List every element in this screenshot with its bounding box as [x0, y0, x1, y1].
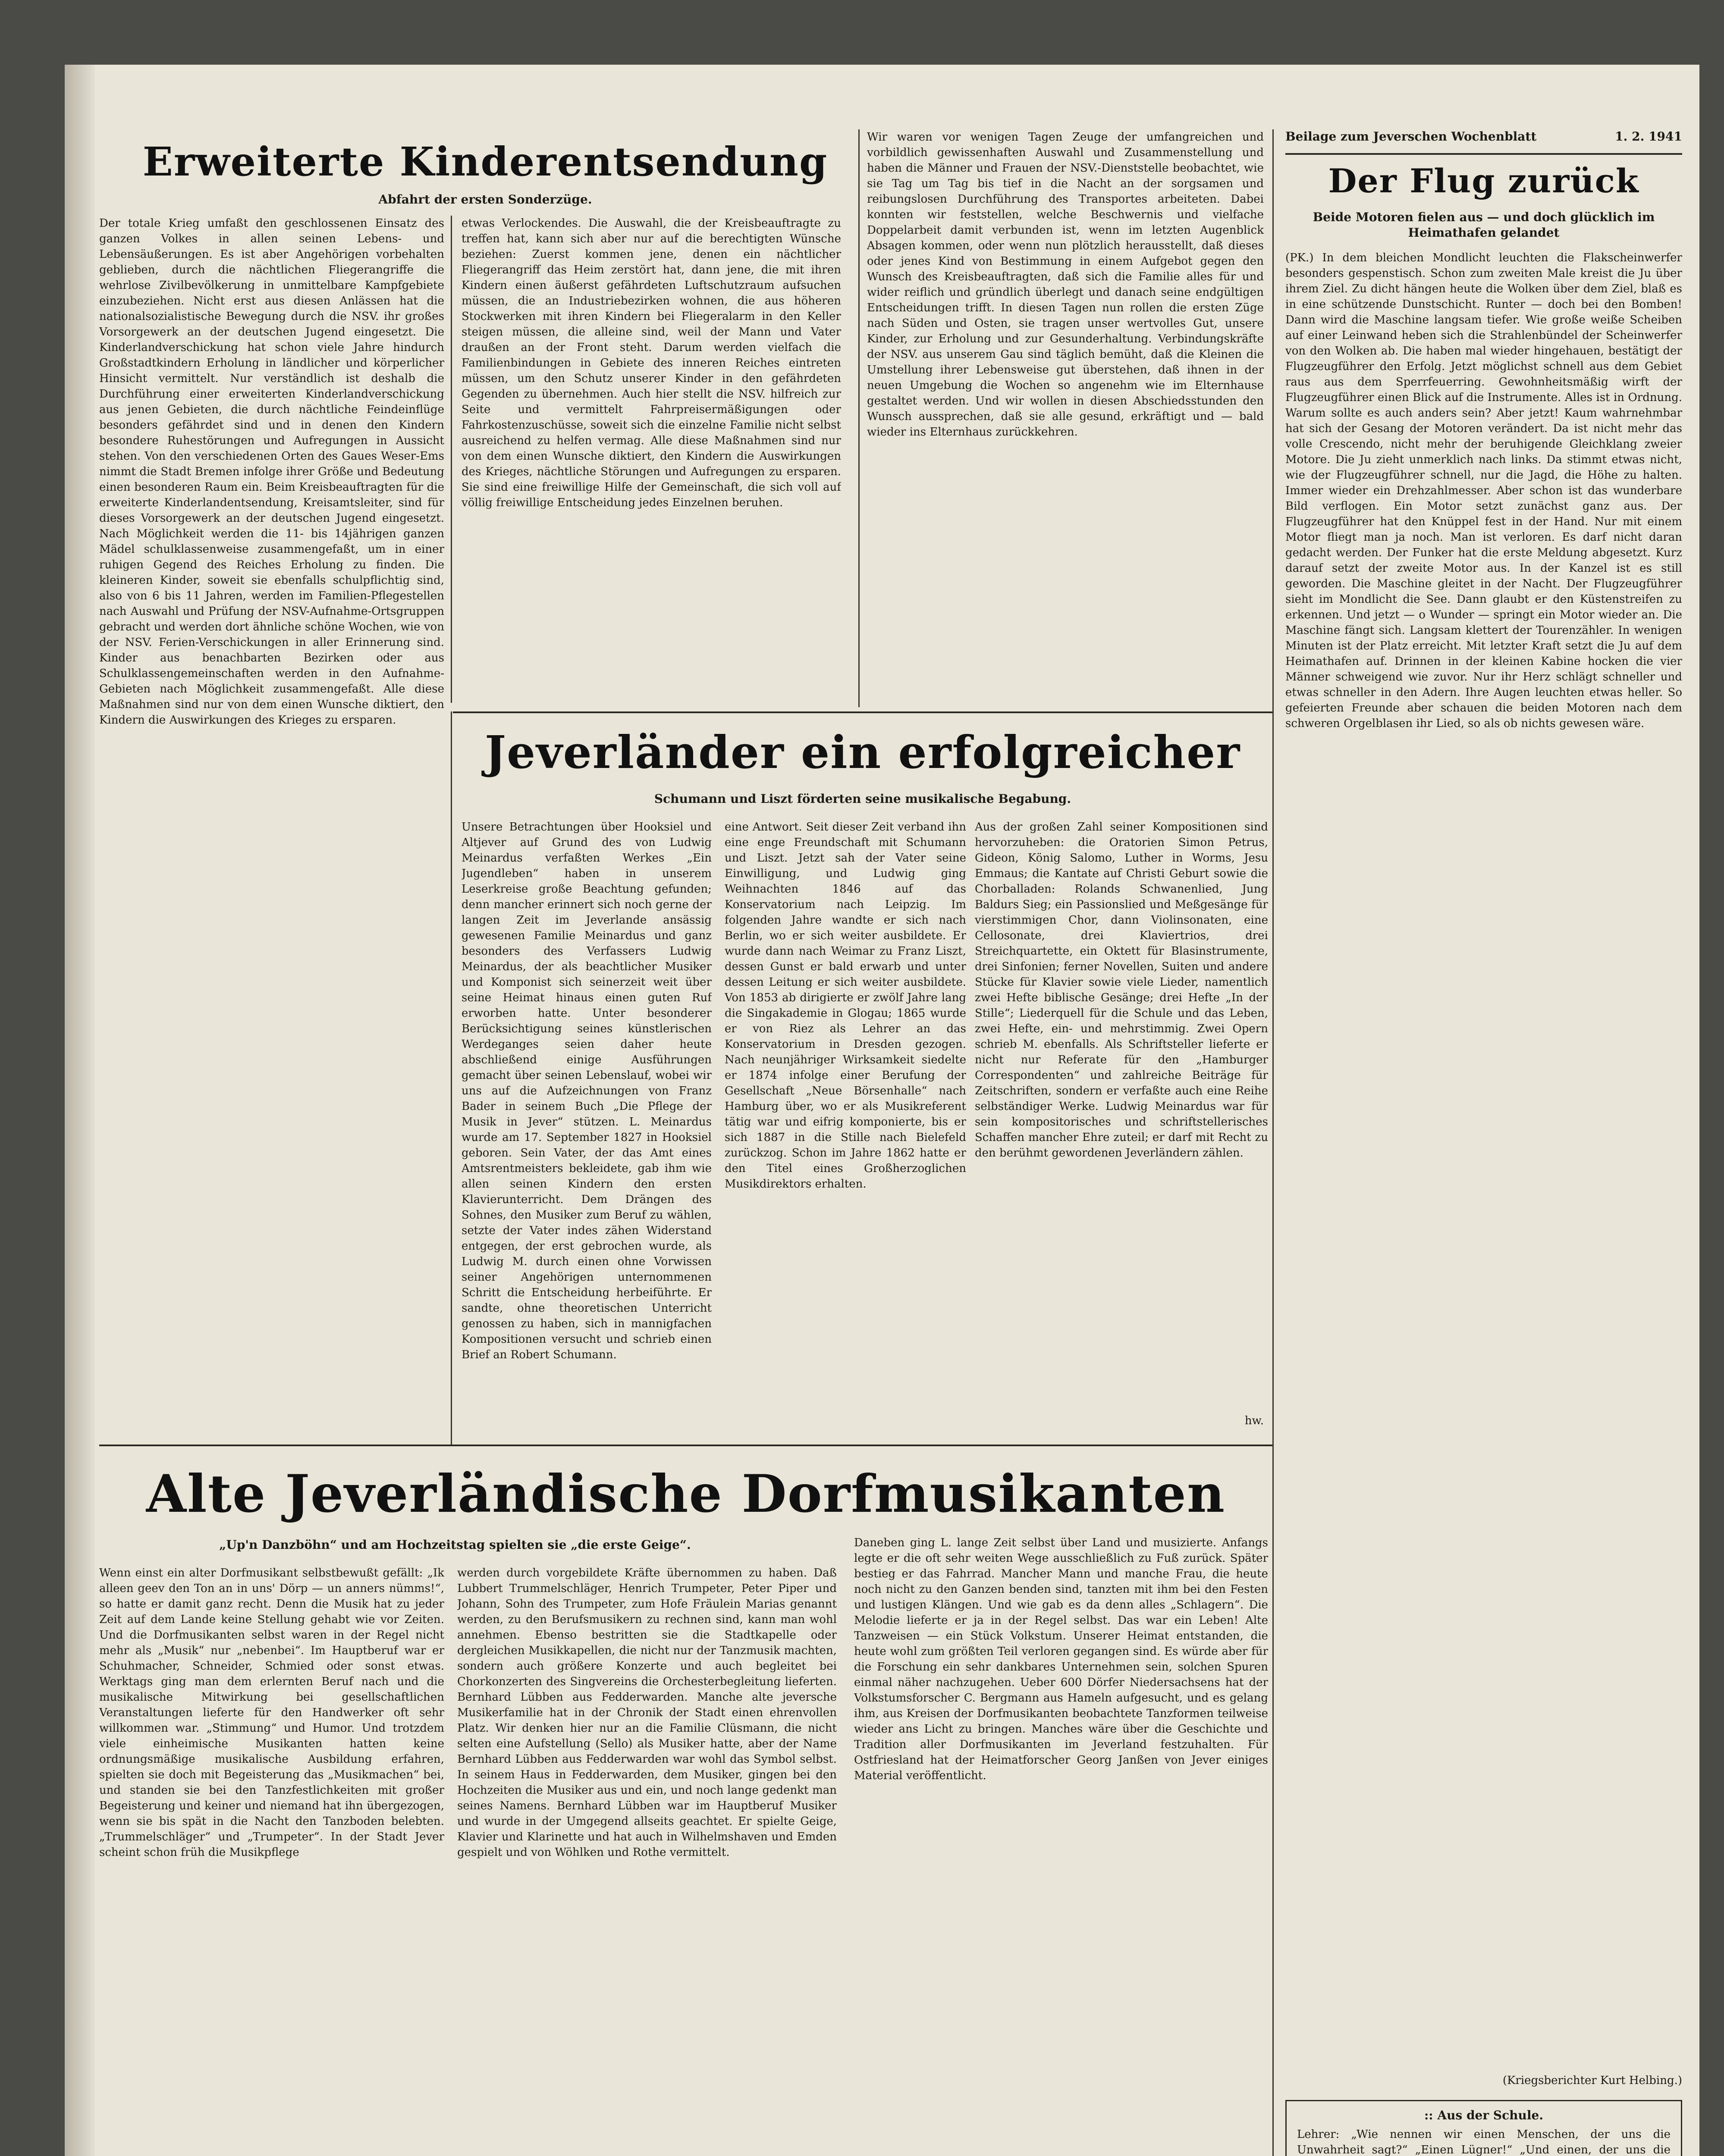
column-rule	[858, 129, 860, 707]
article-text: eine Antwort. Seit dieser Zeit verband ihn eine enge Freundschaft mit Schumann und Liszt. Jetzt sah der Vater seine Einwilligung, und Ludwig ging Weihnachten 1846 auf das Konservatorium nach Leipzig. Im folgenden Jahre wandte er sich nach Berlin, wo er sich weiter ausbildete. Er wurde dann nach Weimar zu Franz Liszt, dessen Gunst er bald erwarb und unter dessen Leitung er sich weiter ausbildete. Von 1853 ab dirigierte er zwölf Jahre lang die Singakademie in Glogau; 1865 wurde er von Riez als Lehrer an das Konservatorium in Dresden gezogen. Nach neunjähriger Wirksamkeit siedelte er 1874 infolge einer Berufung der Gesellschaft „Neue Börsenhalle“ nach Hamburg über, wo er als Musikreferent tätig war und eifrig komponierte, bis er sich 1887 in die Stille nach Bielefeld zurückzog. Schon im Jahre 1862 hatte er den Titel eines Großherzoglichen Musikdirektors erhalten.	[725, 821, 966, 1191]
article-text: Daneben ging L. lange Zeit selbst über Land und musizierte. Anfangs legte er die oft sehr weiten Wege ausschließlich zu Fuß zurück. Später bestieg er das Fahrrad. Mancher Mann und manche Frau, die heute noch nicht zu den Ganzen benden sind, tanzten mit ihm bei den Festen und lustigen Klängen. Und wie gab es da denn alles „Schlagern“. Die Melodie lieferte er ja in der Regel selbst. Das war ein Leben! Alte Tanzweisen — ein Stück Volkstum. Unserer Heimat entstanden, die heute wohl zum größten Teil verloren gegangen sind. Es würde aber für die Forschung ein sehr dankbares Unternehmen sein, solchen Spuren einmal näher nachzugehen. Ueber 600 Dörfer Niedersachsens hat der Volkstumsforscher C. Bergmann aus Hameln aufgesucht, und es gelang ihm, aus Kreisen der Dorfmusikanten beobachtete Tanzformen teilweise wieder ans Licht zu bringen. Manches wäre über die Geschichte und Tradition aller Dorfmusikanten im Jeverland festzuhalten. Für Ostfriesland hat der Heimatforscher Georg Janßen von Jever einiges Material veröffentlicht.	[854, 1536, 1268, 1782]
article-komponist-headline	[453, 720, 1272, 785]
headline: Erweiterte Kinderentsendung	[142, 138, 828, 185]
subheadline: Abfahrt der ersten Sonderzüge.	[378, 192, 592, 207]
article-kinderentsendung-col1	[99, 216, 444, 1229]
article-flug-subtitle-wrap	[1285, 207, 1682, 246]
subheadline: Schumann und Liszt förderten seine musikalische Begabung.	[654, 792, 1071, 806]
article-dorfmusikanten-col2	[457, 1565, 837, 2156]
article-text: (PK.) In dem bleichen Mondlicht leuchten die Flakscheinwerfer besonders gespenstisch. Schon zum zweiten Male kreist die Ju über ihrem Ziel. Zu dicht hängen heute die Wolken über dem Ziel, blaß es in eine schützende Dunstschicht. Runter — doch bei den Bomben! Dann wird die Maschine langsam tiefer. Wie große weiße Scheiben auf einer Leinwand heben sich die Strahlenbündel der Scheinwerfer von den Wolken ab. Die haben mal wieder hingehauen, bestätigt der Flugzeugführer den Erfolg. Jetzt möglichst schnell aus dem Gebiet raus aus dem Sperrfeuerring. Gewohnheitsmäßig wirft der Flugzeugführer einen Blick auf die Instrumente. Alles ist in Ordnung. Warum sollte es auch anders sein? Aber jetzt! Kaum wahrnehmbar hat sich der Gesang der Motoren verändert. Da ist nicht mehr das volle Crescendo, nicht mehr der beruhigende Gleichklang zweier Motore. Die Ju zieht unmerklich nach links. Da stimmt etwas nicht, wie der Flugzeugführer schnell, nur die Jagd, die Höhe zu halten. Immer wieder ein Drehzahlmesser. Aber schon ist das wunderbare Bild verflogen. Ein Motor setzt zunächst ganz aus. Der Flugzeugführer hat den Knüppel fest in der Hand. Nur mit einem Motor fliegt man ja noch. Man ist verloren. Es darf nicht daran gedacht werden. Der Funker hat die erste Meldung abgesetzt. Kurz darauf setzt der zweite Motor aus. In der Kanzel ist es still geworden. Die Maschine gleitet in der Nacht. Der Flugzeugführer sieht im Mondlicht die See. Dann glaubt er den Küstenstreifen zu erkennen. Und jetzt — o Wunder — springt ein Motor wieder an. Die Maschine fängt sich. Langsam klettert der Tourenzähler. In wenigen Minuten ist der Platz erreicht. Mit letzter Kraft setzt die Ju auf dem Heimathafen auf. Drinnen in der kleinen Kabine hocken die vier Männer schweigend wie zuvor. Nur ihr Herz schlägt schneller und etwas schneller in den Adern. Ihre Augen leuchten etwas heller. So gefeierten Freunde aber schauen die beiden Motoren nach dem schweren Orgelblasen ihr Lied, so als ob nichts gewesen wäre.	[1285, 251, 1682, 730]
article-komponist-signature: hw.	[1244, 1414, 1264, 1427]
article-dorfmusikanten-col3	[854, 1535, 1268, 2156]
header-rule	[1285, 153, 1682, 155]
subheadline: Beide Motoren fielen aus — und doch glücklich im Heimathafen gelandet	[1313, 210, 1655, 240]
article-flug-signature: (Kriegsberichter Kurt Helbing.)	[1502, 2074, 1682, 2087]
article-komponist-subtitle-wrap	[453, 789, 1272, 811]
article-flug-headline	[1285, 157, 1682, 205]
article-kinderentsendung-subtitle-wrap	[108, 190, 863, 211]
headline: Der Flug zurück	[1328, 162, 1639, 200]
column-rule	[1272, 129, 1274, 2156]
article-dorfmusikanten-subtitle-wrap	[99, 1535, 811, 1557]
page-binding-shadow	[65, 65, 95, 2156]
subheadline: „Up'n Danzböhn“ und am Hochzeitstag spielten sie „die erste Geige“.	[219, 1538, 691, 1552]
section-rule	[453, 711, 1272, 713]
article-text: Aus der großen Zahl seiner Kompositionen sind hervorzuheben: die Oratorien Simon Petrus, Gideon, König Salomo, Luther in Worms, Jesu Emmaus; die Kantate auf Christi Geburt sowie die Chorballaden: Rolands Schwanenlied, Jung Baldurs Sieg; ein Passionslied und Meßgesänge für vierstimmigen Chor, dann Violinsonaten, eine Cellosonate, drei Klaviertrios, drei Streichquartette, ein Oktett für Blasinstrumente, drei Sinfonien; ferner Novellen, Suiten und andere Stücke für Klavier sowie viele Lieder, namentlich zwei Hefte biblische Gesänge; drei Hefte „In der Stille“; Liederquell für die Schule und das Leben, zwei Hefte, ein- und mehrstimmig. Zwei Opern schrieb M. ebenfalls. Als Schriftsteller lieferte er nicht nur Referate für den „Hamburger Correspondenten“ und zahlreiche Beiträge für Zeitschriften, sondern er verfaßte auch eine Reihe selbständiger Werke. Ludwig Meinardus war für sein kompositorisches und schriftstellerisches Schaffen mancher Ehre zuteil; er darf mit Recht zu den berühmt gewordenen Jeverländern zählen.	[975, 821, 1268, 1159]
article-dorfmusikanten-headline	[99, 1457, 1272, 1531]
article-komponist-col3	[975, 819, 1268, 1410]
article-text: Der totale Krieg umfaßt den geschlossenen Einsatz des ganzen Volkes in allen seinen Lebens- und Lebensäußerungen. Es ist aber Angehörigen vorbehalten geblieben, durch die nächtlichen Fliegerangriffe die wehrlose Zivilbevölkerung in unmittelbare Kampfgebiete einzubeziehen. Nicht erst aus diesen Anlässen hat die nationalsozialistische Bewegung durch die NSV. ihr großes Vorsorgewerk an der deutschen Jugend eingesetzt. Die Kinderlandverschickung hat schon viele Jahre hindurch Großstadtkindern Erholung in ländlicher und körperlicher Hinsicht vermittelt. Nur verständlich ist deshalb die Durchführung einer erweiterten Kinderlandverschickung aus jenen Gebieten, die durch nächtliche Feindeinflüge besonders gefährdet sind und in denen den Kindern besondere Ruhestörungen und Aufregungen in Aussicht stehen. Von den verschiedenen Orten des Gaues Weser-Ems nimmt die Stadt Bremen infolge ihrer Größe und Bedeutung einen besonderen Raum ein. Beim Kreisbeauftragten für die erweiterte Kinderlandentsendung, Kreisamtsleiter, sind für dieses Vorsorgewerk an der deutschen Jugend eingesetzt. Nach Möglichkeit werden die 11- bis 14jährigen ganzen Mädel schulklassenweise zusammengefaßt, um in einer ruhigen Gegend des Reiches Erholung zu finden. Die kleineren Kinder, soweit sie ebenfalls schulpflichtig sind, also von 6 bis 11 Jahren, werden im Familien-Pflegestellen nach Auswahl und Prüfung der NSV-Aufnahme-Ortsgruppen gebracht und werden dort ähnliche schöne Wochen, wie von der NSV. Ferien-Verschickungen in aller Erinnerung sind. Kinder aus benachbarten Bezirken oder aus Schulklassengemeinschaften werden in den Aufnahme-Gebieten nach Möglichkeit zusammengefaßt. Alle diese Maßnahmen sind nur von dem einen Wunsche diktiert, den Kindern die Auswirkungen des Krieges zu ersparen.	[99, 217, 444, 727]
supplement-name: Beilage zum Jeverschen Wochenblatt	[1285, 129, 1537, 144]
headline: Jeverländer ein erfolgreicher	[484, 726, 1241, 779]
article-text: Wenn einst ein alter Dorfmusikant selbstbewußt gefällt: „Ik alleen geev den Ton an in uns' Dörp — un anners nümms!“, so hatte er damit ganz recht. Denn die Musik hat zu jeder Zeit auf dem Lande keine Stellung gehabt wie vor Zeiten. Und die Dorfmusikanten selbst waren in der Regel nicht mehr als „Musik“ nur „nebenbei“. Im Hauptberuf war er Schuhmacher, Schneider, Schmied oder sonst etwas. Werktags ging man dem erlernten Beruf nach und die musikalische Mitwirkung bei gesellschaftlichen Veranstaltungen lieferte für den Handwerker oft sehr willkommen war. „Stimmung“ und Humor. Und trotzdem viele einheimische Musikanten hatten keine ordnungsmäßige musikalische Ausbildung erfahren, spielten sie doch mit Begeisterung das „Musikmachen“ bei, und standen sie bei den Tanzfestlichkeiten mit großer Begeisterung und keiner und niemand hat ihn übergezogen, wenn sie bis spät in die Nacht den Tanzboden belebten. „Trummelschläger“ und „Trumpeter“. In der Stadt Jever scheint schon früh die Musikpflege	[99, 1567, 444, 1859]
article-komponist-col1	[462, 819, 712, 1423]
article-text: Unsere Betrachtungen über Hooksiel und Altjever auf Grund des von Ludwig Meinardus verfaßten Werkes „Ein Jugendleben“ haben in unserem Leserkreise große Beachtung gefunden; denn mancher erinnert sich noch gerne der langen Zeit im Jeverlande ansässig gewesenen Familie Meinardus und ganz besonders des Verfassers Ludwig Meinardus, der als beachtlicher Musiker und Komponist sich seinerzeit weit über seine Heimat hinaus einen guten Ruf erworben hatte. Unter besonderer Berücksichtigung seines künstlerischen Werdeganges seien daher heute abschließend einige Ausführungen gemacht über seinen Lebenslauf, wobei wir uns auf die Aufzeichnungen von Franz Bader in seinem Buch „Die Pflege der Musik in Jever“ stützen. L. Meinardus wurde am 17. September 1827 in Hooksiel geboren. Sein Vater, der das Amt eines Amtsrentmeisters bekleidete, gab ihm wie allen seinen Kindern den ersten Klavierunterricht. Dem Drängen des Sohnes, den Musiker zum Beruf zu wählen, setzte der Vater indes zähen Widerstand entgegen, der erst gebrochen wurde, als Ludwig M. durch einen ohne Vorwissen seiner Angehörigen unternommenen Schritt die Entscheidung herbeiführte. Er sandte, ohne theoretischen Unterricht genossen zu haben, sich in mannigfachen Kompositionen versucht und schrieb einen Brief an Robert Schumann.	[462, 821, 712, 1361]
article-text: etwas Verlockendes. Die Auswahl, die der Kreisbeauftragte zu treffen hat, kann sich aber nur auf die berechtigten Wünsche beziehen: Zuerst kommen jene, denen ein nächtlicher Fliegerangriff das Heim zerstört hat, dann jene, die mit ihren Kindern einen äußerst gefährdeten Luftschutzraum aufsuchen müssen, die an Industriebezirken wohnen, die aus höheren Stockwerken mit ihren Kindern bei Fliegeralarm in den Keller steigen müssen, die alleine sind, weil der Mann und Vater draußen an der Front steht. Darum werden vielfach die Familienbindungen in Gebiete des inneren Reiches eintreten müssen, um den Schutz unserer Kinder in den gefährdeten Gegenden zu übernehmen. Auch hier stellt die NSV. hilfreich zur Seite und vermittelt Fahrpreisermäßigungen oder Fahrkostenzuschüsse, soweit sich die einzelne Familie nicht selbst ausreichend zu helfen vermag. Alle diese Maßnahmen sind nur von dem einen Wunsche diktiert, den Kindern die Auswirkungen des Krieges, nächtliche Störungen und Aufregungen zu ersparen. Sie sind eine freiwillige Hilfe der Gemeinschaft, die sich voll auf völlig freiwillige Entscheidung jedes Einzelnen beruhen.	[462, 217, 841, 509]
article-kinderentsendung-headline	[108, 136, 863, 188]
humor-box-text: Lehrer: „Wie nennen wir einen Menschen, der uns die Unwahrheit sagt?“ „Einen Lügner!“ „Und einen, der uns die	[1297, 2128, 1671, 2156]
headline: Alte Jeverländische Dorfmusikanten	[146, 1463, 1226, 1524]
article-text: Wir waren vor wenigen Tagen Zeuge der umfangreichen und vorbildlich gewissenhaften Auswahl und Zusammenstellung und haben die Männer und Frauen der NSV.-Dienststelle beobachtet, wie sie Tag um Tag bis tief in die Nacht an der sorgsamen und reibungslosen Durchführung des Transportes arbeiteten. Dabei konnten wir feststellen, welche Beschwernis und vielfache Doppelarbeit damit verbunden ist, wenn im letzten Augenblick Absagen kommen, oder wenn nun plötzlich herausstellt, daß dieses oder jenes Kind von Bestimmung in einem Aufgebot gegen den Wunsch des Kreisbeauftragten, daß sich die Familie alles für und wider reiflich und gründlich überlegt und danach seine endgültigen Entscheidungen trifft. In diesen Tagen nun rollen die ersten Züge nach Süden und Osten, sie tragen unser wertvolles Gut, unsere Kinder, zur Erholung und zur Gesunderhaltung. Verbindungskräfte der NSV. aus unserem Gau sind täglich bemüht, daß die Kleinen die Umstellung ihrer Lebensweise gut überstehen, daß ihnen in der neuen Umgebung die Wochen so angenehm wie im Elternhause gestaltet werden. Und wir wollen in diesen Abschiedsstunden den Wunsch aussprechen, daß sie alle gesund, erkräftigt und — bald wieder ins Elternhaus zurückkehren.	[867, 131, 1264, 439]
article-kinderentsendung-col3	[867, 129, 1264, 703]
article-kinderentsendung-col2	[462, 216, 841, 703]
article-dorfmusikanten-col1	[99, 1565, 444, 2156]
supplement-header	[1285, 129, 1682, 151]
article-text: werden durch vorgebildete Kräfte übernommen zu haben. Daß Lubbert Trummelschläger, Henrich Trumpeter, Peter Piper und Johann, Sohn des Trumpeter, zum Hofe Fräulein Marias genannt werden, zu den Berufsmusikern zu rechnen sind, kann man wohl annehmen. Ebenso bestritten sie die Stadtkapelle oder dergleichen Musikkapellen, die nicht nur der Tanzmusik machten, sondern auch größere Konzerte und auch begleitet bei Chorkonzerten des Singvereins die Orchesterbegleitung lieferten. Bernhard Lübben aus Fedderwarden. Manche alte jeversche Musikerfamilie hat in der Chronik der Stadt einen ehrenvollen Platz. Wir denken hier nur an die Familie Clüsmann, die nicht selten eine Aufstellung (Sello) als Musiker hatte, aber der Name Bernhard Lübben aus Fedderwarden war wohl das Symbol selbst. In seinem Haus in Fedderwarden, dem Musiker, gingen bei den Hochzeiten die Musiker aus und ein, und noch lange gedenkt man seines Namens. Bernhard Lübben war im Hauptberuf Musiker und wurde in der Umgegend allseits geachtet. Er spielte Geige, Klavier und Klarinette und hat auch in Wilhelmshaven und Emden gespielt und von Wöhlken und Rothe vermittelt.	[457, 1567, 837, 1859]
article-komponist-col2	[725, 819, 966, 1423]
humor-box-title: :: Aus der Schule.	[1424, 2108, 1544, 2122]
column-rule	[451, 711, 452, 1445]
humor-box	[1285, 2100, 1682, 2156]
column-rule	[451, 216, 452, 703]
issue-date: 1. 2. 1941	[1615, 129, 1682, 144]
article-flug-body	[1285, 250, 1682, 2070]
section-rule	[99, 1445, 1272, 1446]
newspaper-page	[65, 65, 1699, 2156]
